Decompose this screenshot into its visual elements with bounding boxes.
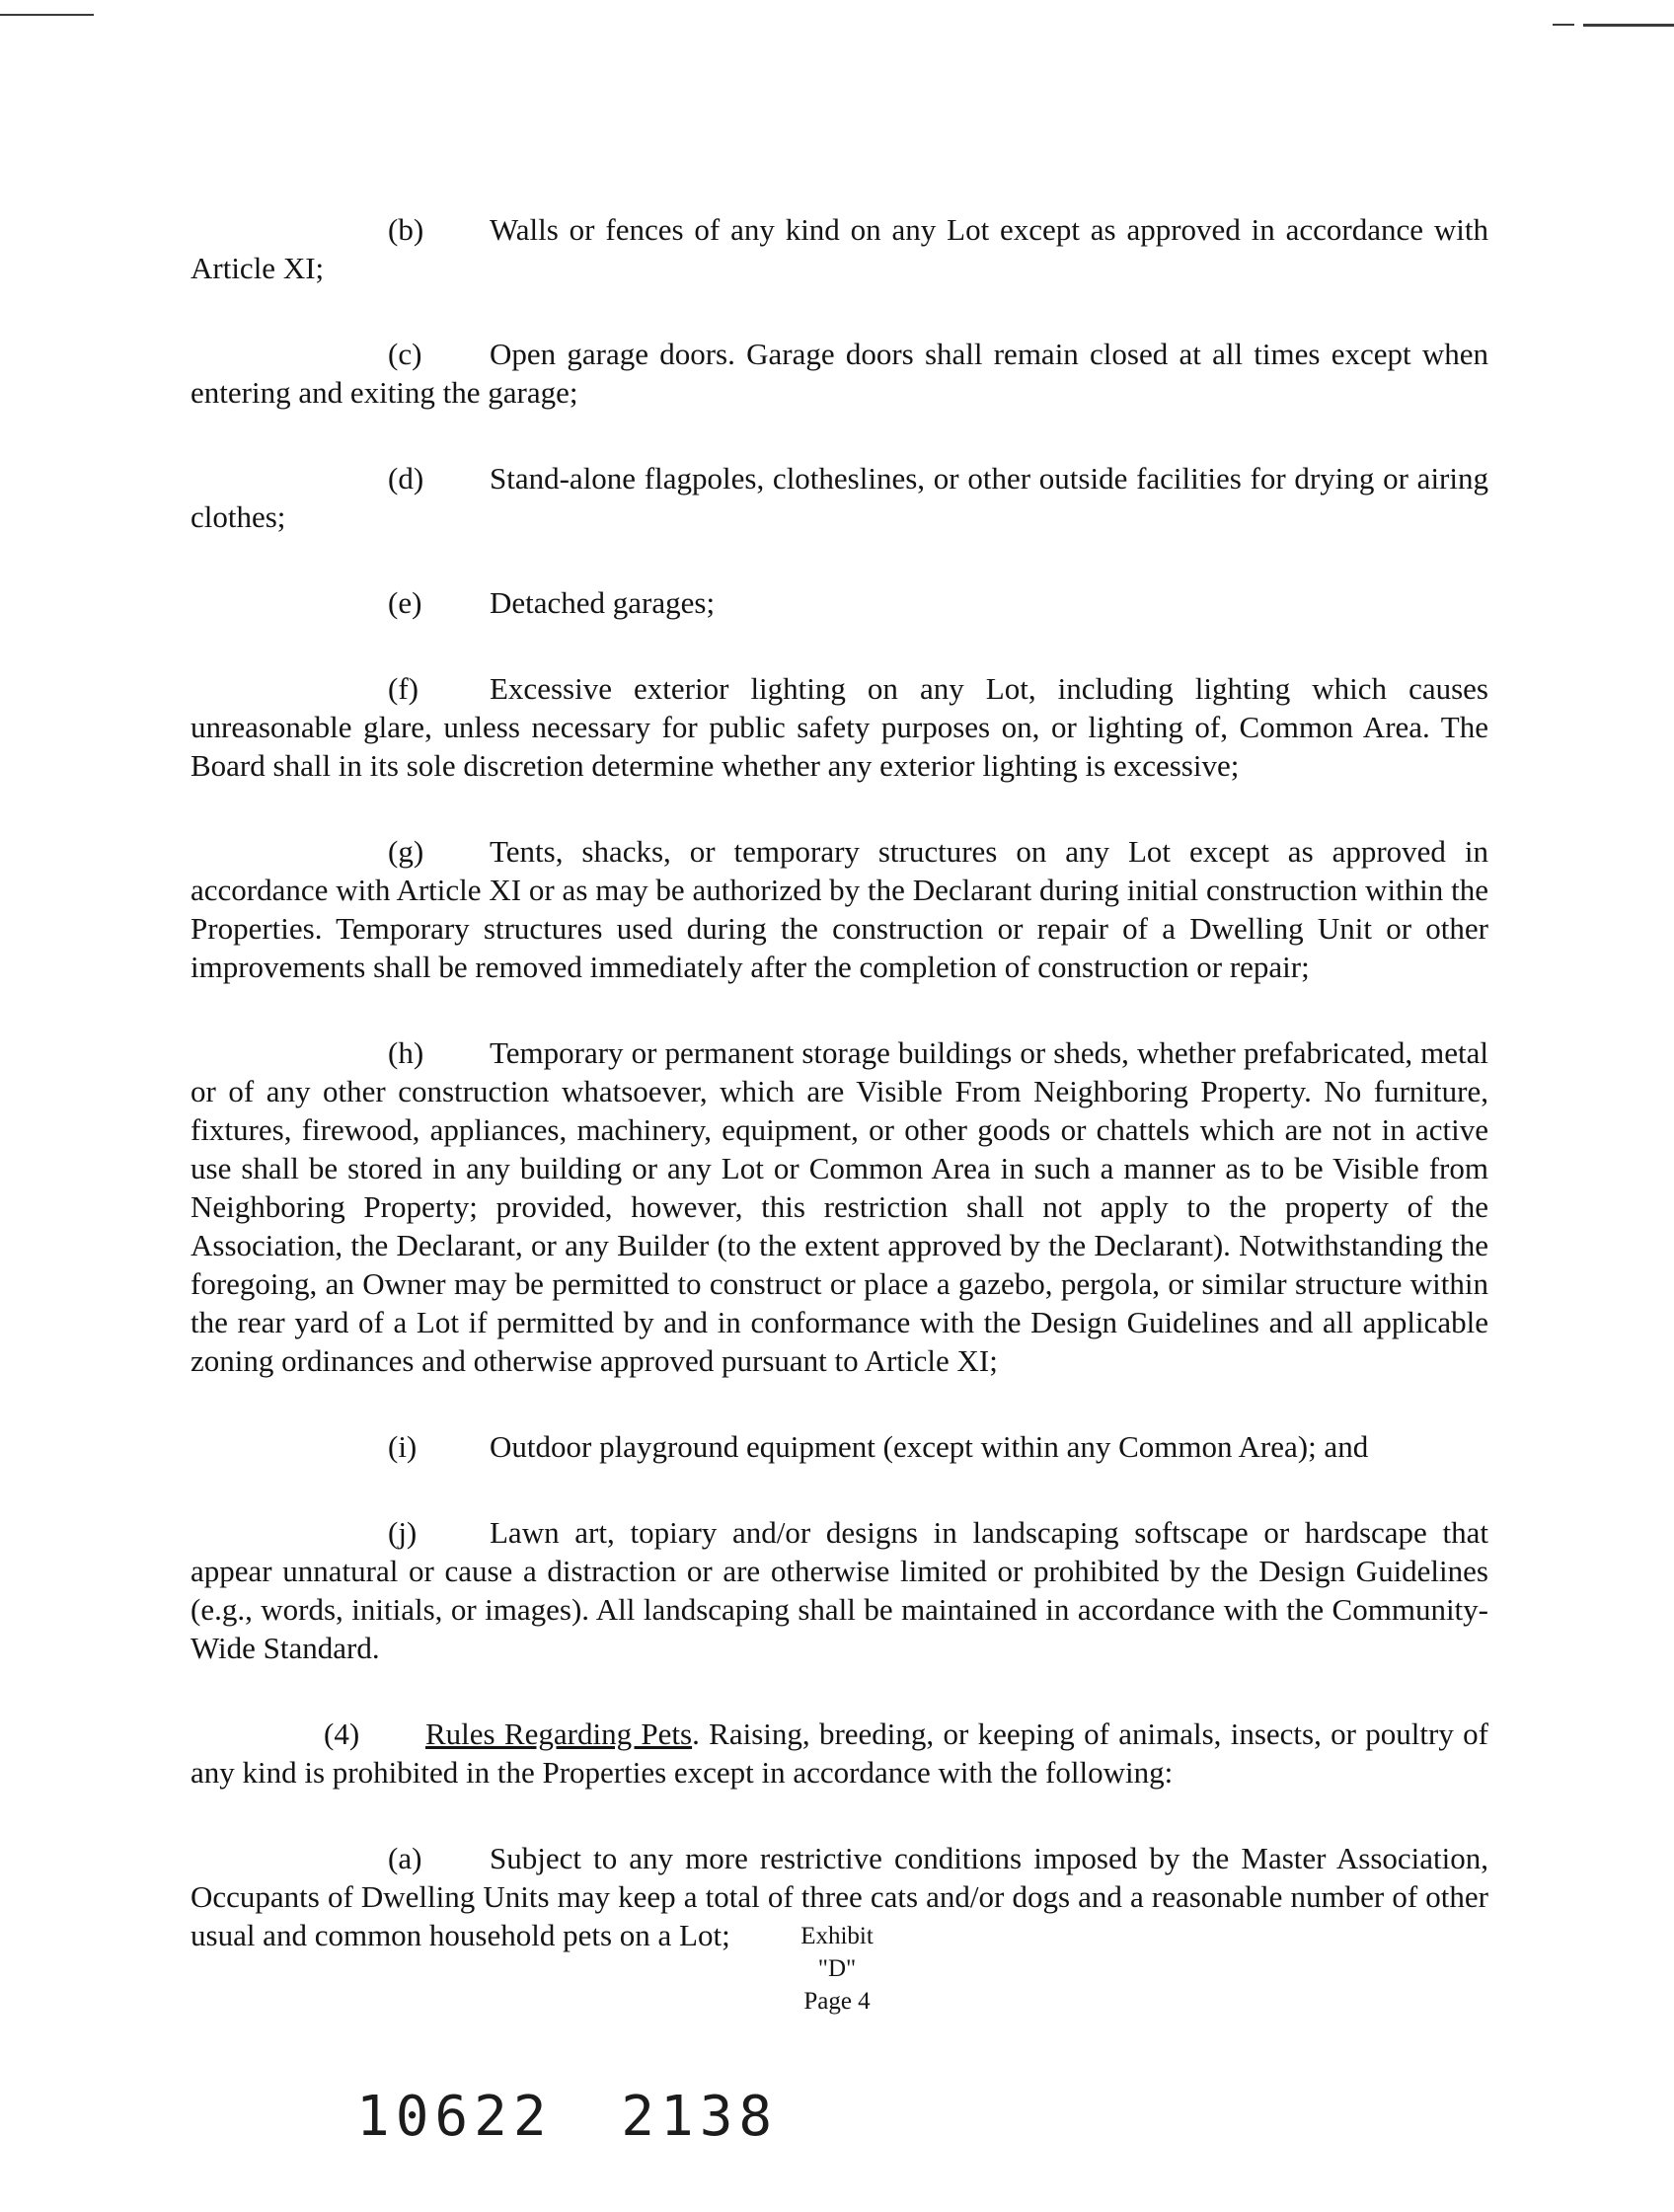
item-marker: (f) [388,671,418,706]
list-item-b [190,210,1488,287]
item-marker: (b) [388,212,424,247]
item-marker: (h) [388,1035,424,1070]
item-marker: (c) [388,337,422,371]
list-item-i [190,1427,1488,1466]
document-body [190,210,1488,2002]
list-item-g [190,832,1488,986]
page-number: Page 4 [803,1988,871,2015]
item-marker: (a) [388,1841,422,1875]
item-marker: (g) [388,834,424,869]
item-text: Stand-alone flagpoles, clotheslines, or other outside facilities for drying or airing clothes; [190,461,1488,534]
section-heading: Rules Regarding Pets [425,1716,693,1751]
section-4-pets [190,1715,1488,1792]
scan-edge-mark [1553,24,1574,26]
item-text: Subject to any more restrictive conditions imposed by the Master Association, Occupants of Dwelling Units may keep a total of three cats and/or dogs and a reasonable number of other usual and common household pets on a Lot; [190,1841,1488,1952]
book-page-stamp: 10622 2138 [356,2085,779,2149]
list-item-c [190,335,1488,412]
item-marker: (j) [388,1515,418,1550]
item-text: Detached garages; [490,585,716,620]
section-text: . Raising, breeding, or keeping of animals, insects, or poultry of any kind is prohibited in the Properties except in accordance with the following: [190,1716,1489,1790]
list-item-e [190,583,1488,622]
list-item-d [190,459,1488,536]
list-item-f [190,669,1488,785]
scan-edge-mark [1583,24,1674,27]
item-text: Temporary or permanent storage buildings or sheds, whether prefabricated, metal or of any other construction whatsoever, which are Visible From Neighboring Property. No furniture, fixtures, firewood, appliances, machinery, equipment, or other goods or chattels which are not in active use shall be stored in any building or any Lot or Common Area in such a manner as to be Visible from Neighboring Property; provided, however, this restriction shall not apply to the property of the Association, the Declarant, or any Builder (to the extent approved by the Declarant). Notwithstanding the foregoing, an Owner may be permitted to construct or place a gazebo, pergola, or similar structure within the rear yard of a Lot if permitted by and in conformance with the Design Guidelines and all applicable zoning ordinances and otherwise approved pursuant to Article XI; [190,1035,1488,1378]
section-marker: (4) [324,1716,360,1751]
item-marker: (e) [388,585,422,620]
list-item-h [190,1033,1488,1380]
item-text: Outdoor playground equipment (except within any Common Area); and [490,1429,1369,1464]
scan-edge-mark [0,14,94,16]
item-text: Open garage doors. Garage doors shall remain closed at all times except when entering and exiting the garage; [190,337,1488,410]
item-marker: (i) [388,1429,418,1464]
list-item-j [190,1513,1488,1667]
item-text: Excessive exterior lighting on any Lot, including lighting which causes unreasonable glare, unless necessary for public safety purposes on, or lighting of, Common Area. The Board shall in its sole discretion determine whether any exterior lighting is excessive; [190,671,1488,783]
item-text: Tents, shacks, or temporary structures on any Lot except as approved in accordance with Article XI or as may be authorized by the Declarant during initial construction within the Properties. Temporary structures used during the construction or repair of a Dwelling Unit or other improvements shall be removed immediately after the completion of construction or repair; [190,834,1488,984]
item-text: Walls or fences of any kind on any Lot except as approved in accordance with Article XI; [190,212,1488,285]
item-text: Lawn art, topiary and/or designs in landscaping softscape or hardscape that appear unnatural or cause a distraction or are otherwise limited or prohibited by the Design Guidelines (e.g., words, initials, or images). All landscaping shall be maintained in accordance with the Community-Wide Standard. [190,1515,1488,1665]
exhibit-label: Exhibit "D" [800,1923,874,1982]
item-marker: (d) [388,461,424,496]
